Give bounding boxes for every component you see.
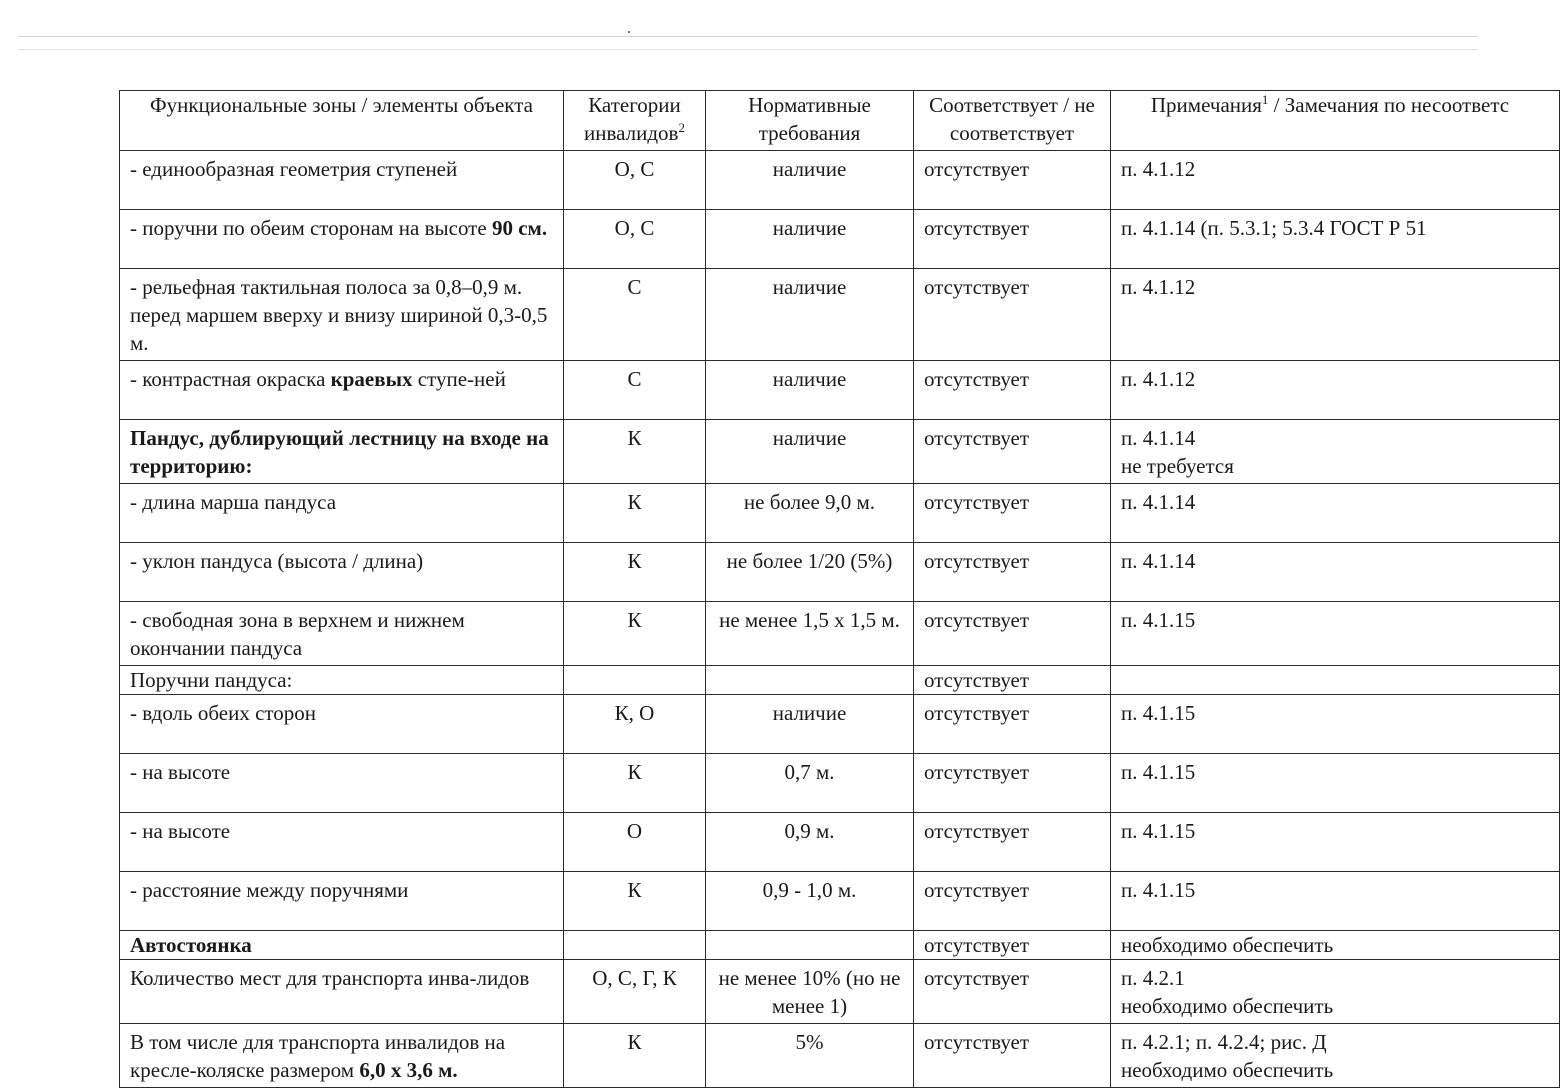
row-category: С [564,361,706,420]
row-requirement [706,666,914,695]
row-category: К [564,420,706,484]
page-top-rule [18,36,1478,37]
row-note: п. 4.1.12 [1111,269,1560,361]
page-top-rule-secondary [18,49,1478,50]
row-element: - единообразная геометрия ступеней [120,151,564,210]
row-requirement: наличие [706,151,914,210]
row-element: - на высоте [120,813,564,872]
row-status: отсутствует [914,543,1111,602]
table-row [120,151,1560,210]
row-requirement: наличие [706,210,914,269]
row-element: Автостоянка [120,931,564,960]
row-element: Количество мест для транспорта инва-лидов [120,960,564,1024]
table-row [120,484,1560,543]
row-note: п. 4.1.14 (п. 5.3.1; 5.3.4 ГОСТ Р 51 [1111,210,1560,269]
table-row [120,543,1560,602]
row-element: - вдоль обеих сторон [120,695,564,754]
row-category: К [564,602,706,666]
row-element: - уклон пандуса (высота / длина) [120,543,564,602]
row-category: К [564,872,706,931]
row-category: О [564,813,706,872]
row-note: п. 4.1.14 [1111,484,1560,543]
row-element: - поручни по обеим сторонам на высоте 90 см. [120,210,564,269]
row-requirement: не более 1/20 (5%) [706,543,914,602]
accessibility-requirements-table [119,90,1560,1088]
table-row [120,1024,1560,1088]
row-requirement: не менее 10% (но не менее 1) [706,960,914,1024]
row-requirement: не более 9,0 м. [706,484,914,543]
row-status: отсутствует [914,420,1111,484]
row-requirement: не менее 1,5 х 1,5 м. [706,602,914,666]
table-row [120,695,1560,754]
table-row-section [120,420,1560,484]
row-element: - расстояние между поручнями [120,872,564,931]
row-category: К [564,484,706,543]
row-note: п. 4.1.12 [1111,151,1560,210]
row-requirement [706,931,914,960]
row-category: К [564,543,706,602]
row-status: отсутствует [914,813,1111,872]
row-requirement: наличие [706,361,914,420]
row-category [564,666,706,695]
header-compliance: Соответствует / не соответствует [914,91,1111,151]
row-status: отсутствует [914,931,1111,960]
table-row [120,872,1560,931]
row-element: - свободная зона в верхнем и нижнем окончании пандуса [120,602,564,666]
row-element: - длина марша пандуса [120,484,564,543]
row-element: - контрастная окраска краевых ступе-ней [120,361,564,420]
row-element: - на высоте [120,754,564,813]
row-note: п. 4.1.12 [1111,361,1560,420]
row-element: В том числе для транспорта инвалидов на кресле-коляске размером 6,0 х 3,6 м. [120,1024,564,1088]
table-row [120,361,1560,420]
table-row [120,602,1560,666]
row-requirement: 0,9 - 1,0 м. [706,872,914,931]
row-status: отсутствует [914,872,1111,931]
row-status: отсутствует [914,151,1111,210]
row-note: п. 4.1.14 не требуется [1111,420,1560,484]
table-row [120,960,1560,1024]
header-zones: Функциональные зоны / элементы объекта [120,91,564,151]
table-row-section [120,931,1560,960]
row-category [564,931,706,960]
table-row-section [120,666,1560,695]
row-status: отсутствует [914,1024,1111,1088]
row-status: отсутствует [914,269,1111,361]
table-row [120,754,1560,813]
row-element: - рельефная тактильная полоса за 0,8–0,9 м. перед маршем вверху и внизу шириной 0,3-0,5 м. [120,269,564,361]
row-status: отсутствует [914,754,1111,813]
row-status: отсутствует [914,484,1111,543]
row-element: Поручни пандуса: [120,666,564,695]
row-note: п. 4.1.15 [1111,872,1560,931]
row-note: необходимо обеспечить [1111,931,1560,960]
row-note: п. 4.1.15 [1111,813,1560,872]
row-requirement: 0,7 м. [706,754,914,813]
row-note: п. 4.1.15 [1111,695,1560,754]
row-category: К, О [564,695,706,754]
row-requirement: наличие [706,269,914,361]
row-category: С [564,269,706,361]
row-note: п. 4.1.15 [1111,602,1560,666]
header-categories: Категории инвалидов$^2$ [564,91,706,151]
row-category: К [564,754,706,813]
row-note: п. 4.2.1 необходимо обеспечить [1111,960,1560,1024]
header-requirements: Нормативные требования [706,91,914,151]
row-category: О, С, Г, К [564,960,706,1024]
row-status: отсутствует [914,210,1111,269]
row-note: п. 4.1.14 [1111,543,1560,602]
header-notes: Примечания$^1$ / Замечания по несоответс [1111,91,1560,151]
row-status: отсутствует [914,602,1111,666]
row-note [1111,666,1560,695]
row-status: отсутствует [914,666,1111,695]
row-status: отсутствует [914,361,1111,420]
row-status: отсутствует [914,960,1111,1024]
row-requirement: 5% [706,1024,914,1088]
row-note: п. 4.1.15 [1111,754,1560,813]
table-row [120,210,1560,269]
row-requirement: наличие [706,420,914,484]
table-row [120,813,1560,872]
scan-speck [628,31,630,33]
table-header-row [120,91,1560,151]
row-category: К [564,1024,706,1088]
row-category: О, С [564,151,706,210]
document-sheet [119,90,1510,1082]
row-requirement: 0,9 м. [706,813,914,872]
row-requirement: наличие [706,695,914,754]
row-note: п. 4.2.1; п. 4.2.4; рис. Д необходимо обеспечить [1111,1024,1560,1088]
table-row [120,269,1560,361]
row-element: Пандус, дублирующий лестницу на входе на территорию: [120,420,564,484]
row-category: О, С [564,210,706,269]
row-status: отсутствует [914,695,1111,754]
